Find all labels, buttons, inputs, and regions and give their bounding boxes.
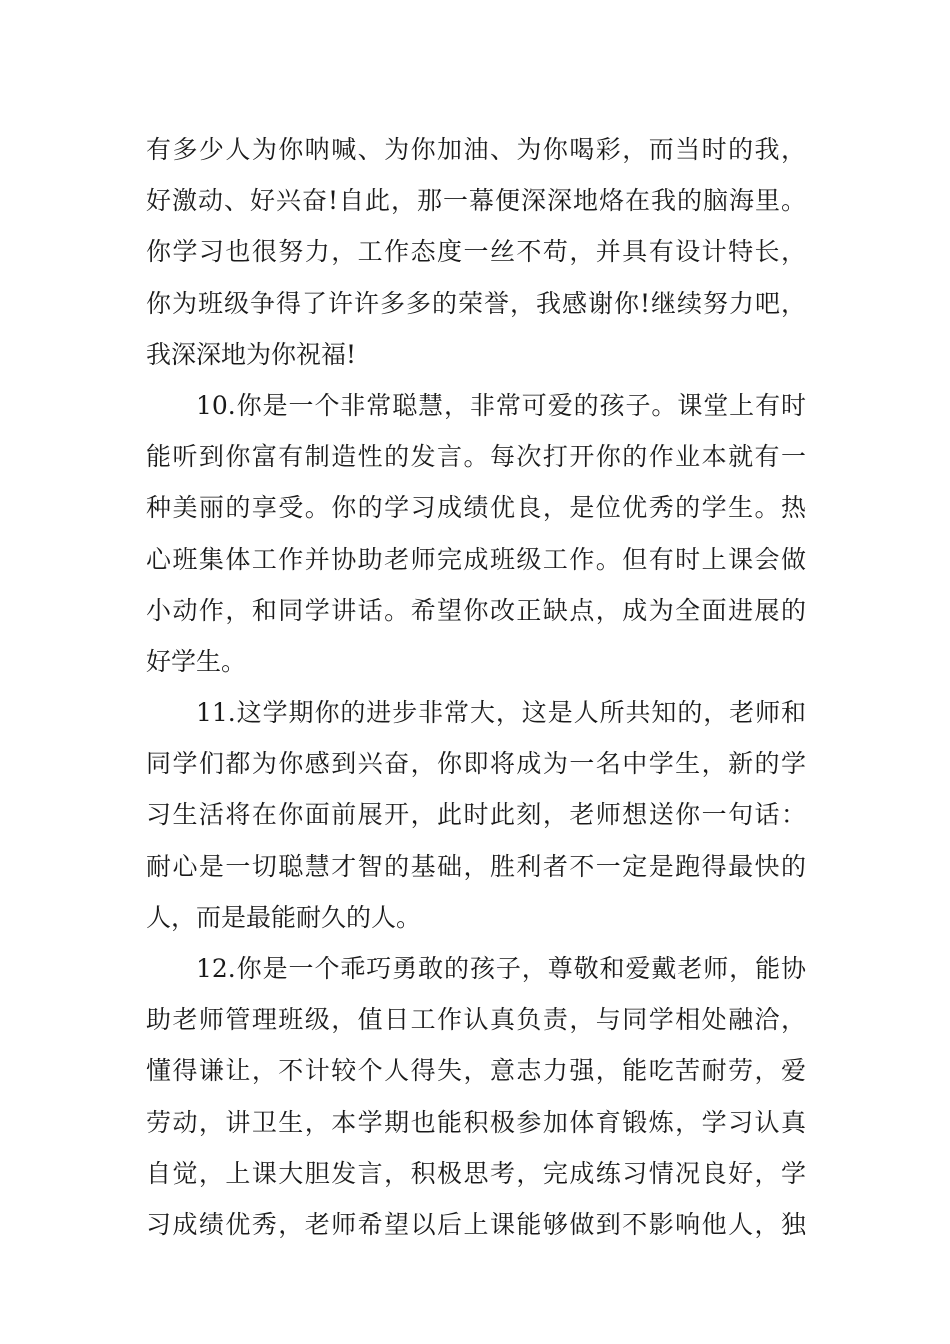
paragraph-item-11	[146, 687, 806, 943]
text-line: 有多少人为你呐喊、为你加油、为你喝彩，而当时的我，	[146, 135, 806, 164]
text-line: 我深深地为你祝福!	[146, 339, 357, 369]
text-line: 种美丽的享受。你的学习成绩优良，是位优秀的学生。热	[146, 493, 806, 523]
text-line: 你为班级争得了许许多多的荣誉，我感谢你!继续努力吧，	[146, 288, 806, 318]
text-line: 能听到你富有制造性的发言。每次打开你的作业本就有一	[146, 442, 806, 472]
paragraph-continued	[146, 124, 806, 380]
text-line: 耐心是一切聪慧才智的基础，胜利者不一定是跑得最快的	[146, 851, 806, 881]
text-line: 同学们都为你感到兴奋，你即将成为一名中学生，新的学	[146, 749, 806, 779]
text-line: 人，而是最能耐久的人。	[146, 902, 422, 932]
text-line: 习生活将在你面前展开，此时此刻，老师想送你一句话：	[146, 800, 806, 830]
text-line: 小动作，和同学讲话。希望你改正缺点，成为全面进展的	[146, 595, 806, 625]
paragraph-item-10	[146, 380, 806, 687]
text-line: 心班集体工作并协助老师完成班级工作。但有时上课会做	[146, 544, 806, 574]
text-line: 习成绩优秀，老师希望以后上课能够做到不影响他人，独	[146, 1209, 806, 1239]
text-line: 劳动，讲卫生，本学期也能积极参加体育锻炼，学习认真	[146, 1107, 806, 1137]
document-body	[146, 124, 806, 1250]
paragraph-item-12	[146, 943, 806, 1250]
text-line: 助老师管理班级，值日工作认真负责，与同学相处融洽，	[146, 1005, 806, 1035]
text-line: 10.你是一个非常聪慧，非常可爱的孩子。课堂上有时	[196, 390, 806, 420]
text-line: 好激动、好兴奋!自此，那一幕便深深地烙在我的脑海里。	[146, 186, 806, 216]
text-line: 11.这学期你的进步非常大，这是人所共知的，老师和	[196, 698, 806, 728]
text-line: 懂得谦让，不计较个人得失，意志力强，能吃苦耐劳，爱	[146, 1056, 806, 1086]
text-line: 好学生。	[146, 646, 247, 676]
text-line: 12.你是一个乖巧勇敢的孩子，尊敬和爱戴老师，能协	[196, 954, 806, 983]
text-line: 你学习也很努力，工作态度一丝不苟，并具有设计特长，	[146, 237, 806, 267]
text-line: 自觉，上课大胆发言，积极思考，完成练习情况良好，学	[146, 1158, 806, 1188]
